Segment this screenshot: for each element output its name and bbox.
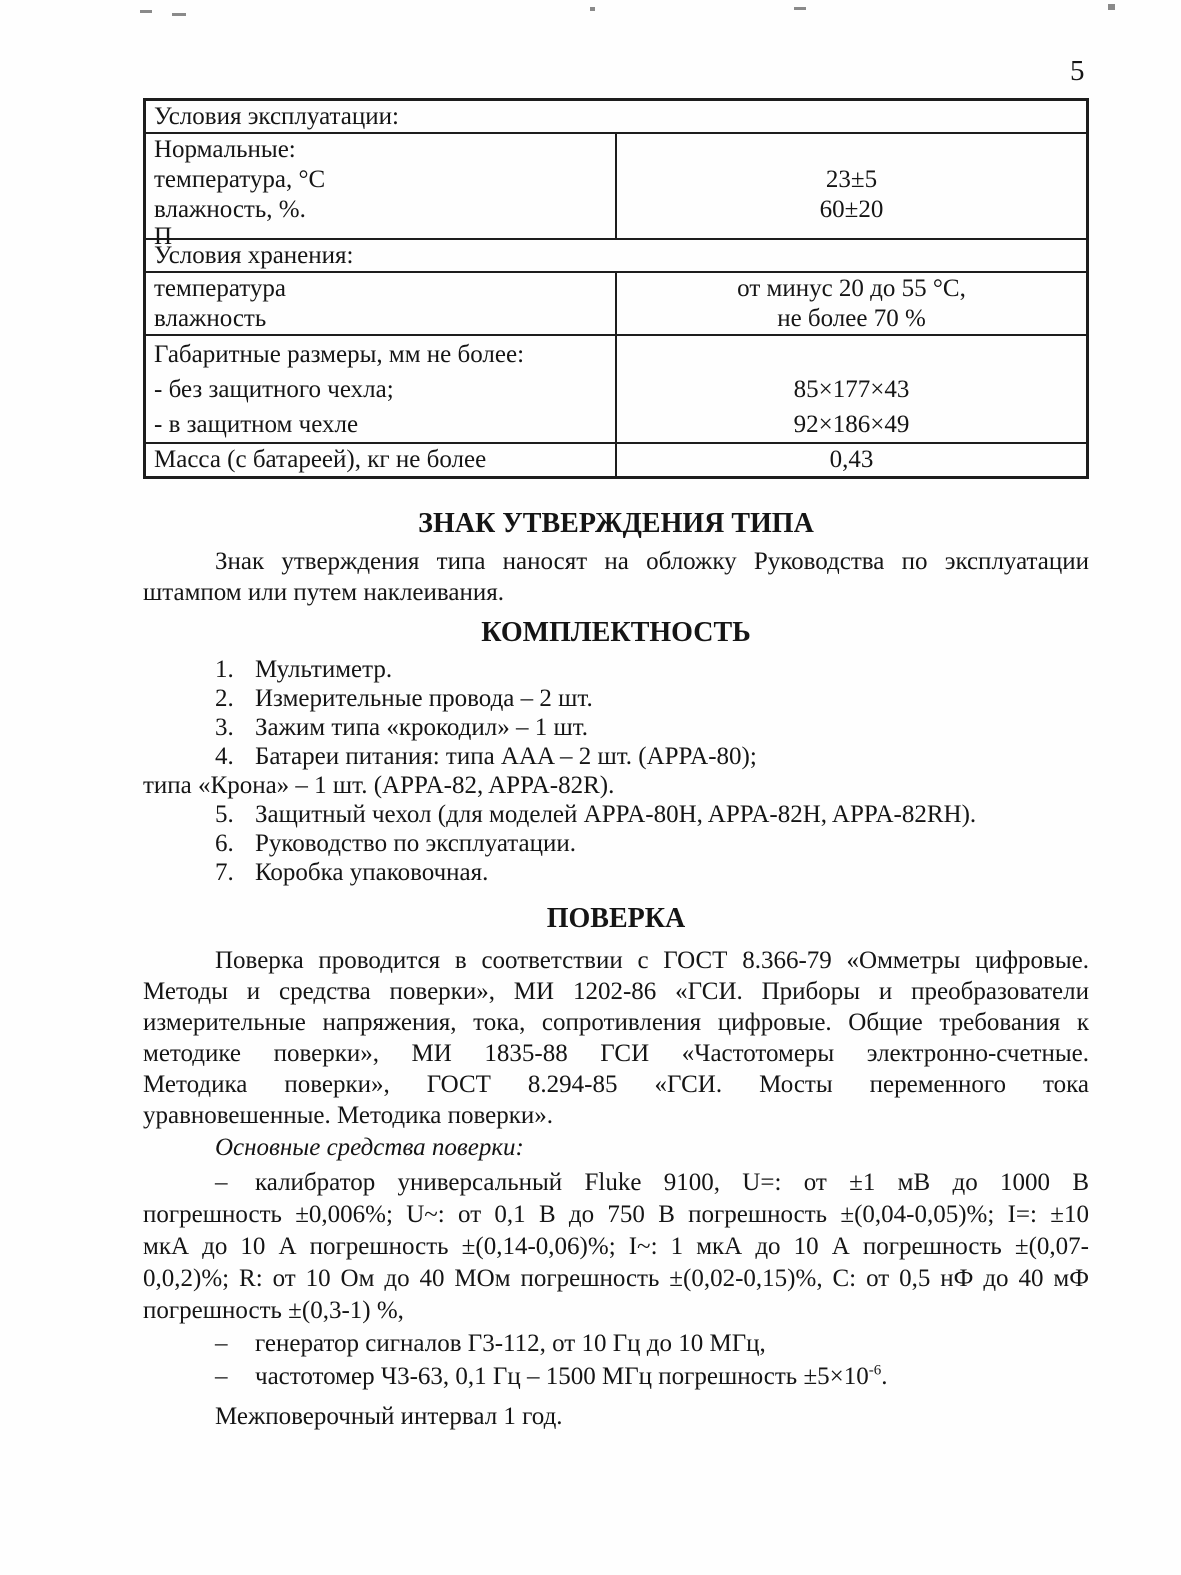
cell-line: влажность, %.: [154, 196, 306, 223]
spacer: [625, 337, 1078, 372]
table-cell-normal-values: [616, 133, 1088, 239]
list-item-number: 4.: [215, 743, 234, 770]
list-item: [143, 742, 1089, 771]
list-item-text: Мультиметр.: [255, 656, 393, 683]
table-cell-normal-label: [145, 133, 617, 250]
means-item-line: 0,0,2)%; R: от 10 Ом до 40 МОм погрешность ±(0,02-0,15)%, C: от 0,5 нФ до 40 мФ: [143, 1265, 1089, 1292]
list-item-text: Защитный чехол (для моделей APPA-80H, APPA-82H, APPA-82RH).: [255, 801, 977, 828]
list-item: [143, 829, 1089, 858]
table-cell-dimensions-values: [616, 335, 1088, 443]
superscript-exponent: -6: [868, 1362, 882, 1379]
section-title-type-approval: ЗНАК УТВЕРЖДЕНИЯ ТИПА: [418, 508, 814, 539]
means-item-line: погрешность ±0,006%; U~: от 0,1 В до 750 В погрешность ±(0,04-0,05)%; I=: ±10: [143, 1201, 1089, 1228]
paragraph-line: методике поверки», МИ 1835-88 ГСИ «Частотомеры электронно-счетные.: [143, 1040, 1089, 1067]
list-item-text: Батареи питания: типа AAA – 2 шт. (APPA-80);: [255, 743, 757, 770]
table-cell-dimensions-label: [145, 335, 617, 443]
page-number: 5: [1070, 55, 1085, 87]
table-row-operating-header: [145, 100, 1088, 134]
paragraph-line: Поверка проводится в соответствии с ГОСТ 8.366-79 «Омметры цифровые.: [215, 947, 1089, 974]
paragraph-line: уравновешенные. Методика поверки».: [143, 1102, 554, 1129]
paragraph-line: Методы и средства поверки», МИ 1202-86 «ГСИ. Приборы и преобразователи: [143, 978, 1089, 1005]
list-item: [143, 655, 1089, 684]
list-item-number: 7.: [215, 859, 234, 886]
cell-line: температура, °С: [154, 166, 326, 193]
means-item-generator: [143, 1327, 1089, 1360]
dash-bullet: –: [215, 1330, 228, 1357]
table-cell-storage-header: Условия хранения:: [145, 239, 1088, 272]
section-title-verification: ПОВЕРКА: [546, 903, 686, 934]
table-cell-storage-values: [616, 272, 1088, 335]
list-item-number: 1.: [215, 656, 234, 683]
means-item-frequency-meter: [143, 1360, 1089, 1393]
table-row-dimensions: [145, 335, 1088, 443]
paragraph-line: штампом или путем наклеивания.: [143, 579, 504, 606]
list-item-number: 6.: [215, 830, 234, 857]
means-item-text-tail: .: [881, 1363, 888, 1390]
list-item: [143, 800, 1089, 829]
table-cell-storage-label: [145, 272, 617, 335]
table-cell-mass-label: Масса (с батареей), кг не более: [145, 443, 617, 478]
table-row-normal-conditions: [145, 133, 1088, 239]
list-item-text: Коробка упаковочная.: [255, 859, 489, 886]
table-row-storage-header: [145, 239, 1088, 272]
list-item-continuation: типа «Крона» – 1 шт. (APPA-82, APPA-82R).: [143, 772, 615, 799]
cell-line: - в защитном чехле: [154, 411, 359, 438]
list-item-number: 5.: [215, 801, 234, 828]
cell-line: не более 70 %: [777, 305, 926, 332]
scan-artifact: [1108, 4, 1115, 10]
list-item-text: Руководство по эксплуатации.: [255, 830, 576, 857]
means-item-text: генератор сигналов Г3-112, от 10 Гц до 10 МГц,: [255, 1330, 766, 1357]
cell-line: 23±5: [825, 166, 878, 193]
cell-line: температура: [154, 275, 286, 302]
means-item-text: частотомер Ч3-63, 0,1 Гц – 1500 МГц погрешность ±5×10: [255, 1363, 869, 1390]
list-item-text: Зажим типа «крокодил» – 1 шт.: [255, 714, 589, 741]
spec-table: [143, 98, 1089, 479]
completeness-list: [143, 655, 1089, 887]
spacer: [625, 135, 1078, 165]
paragraph-line: Знак утверждения типа наносят на обложку Руководства по эксплуатации: [215, 548, 1089, 575]
list-item-text: Измерительные провода – 2 шт.: [255, 685, 593, 712]
means-item-text: калибратор универсальный Fluke 9100, U=: от ±1 мВ до 1000 В: [255, 1169, 1089, 1196]
means-item-calibrator: [143, 1167, 1089, 1327]
list-item-number: 2.: [215, 685, 234, 712]
dash-bullet: –: [215, 1363, 228, 1390]
type-approval-paragraph: [143, 546, 1089, 608]
table-row-storage-conditions: [145, 272, 1088, 335]
cell-line: Габаритные размеры, мм не более:: [154, 341, 525, 368]
paragraph-line: измерительные напряжения, тока, сопротивления цифровые. Общие требования к: [143, 1009, 1089, 1036]
document-body: [143, 0, 1089, 1432]
list-item: [143, 858, 1089, 887]
cell-line: 92×186×49: [793, 411, 910, 438]
means-item-line: [143, 1167, 1089, 1199]
table-cell-mass-value: 0,43: [616, 443, 1088, 478]
cell-line: Нормальные:: [154, 136, 296, 163]
means-item-line: погрешность ±(0,3-1) %,: [143, 1297, 404, 1324]
verification-paragraph: [143, 945, 1089, 1131]
verification-means-list: [143, 1167, 1089, 1393]
verification-interval: Межповерочный интервал 1 год.: [215, 1403, 563, 1430]
dash-bullet: –: [215, 1169, 228, 1196]
paragraph-line: Методика поверки», ГОСТ 8.294-85 «ГСИ. Мосты переменного тока: [143, 1071, 1089, 1098]
list-item: [143, 713, 1089, 742]
section-title-completeness: КОМПЛЕКТНОСТЬ: [481, 617, 751, 648]
cell-line: - без защитного чехла;: [154, 376, 394, 403]
cell-line: 85×177×43: [793, 376, 910, 403]
table-cell-operating-header: Условия эксплуатации:: [145, 100, 1088, 134]
means-item-line: мкА до 10 А погрешность ±(0,14-0,06)%; I~: 1 мкА до 10 А погрешность ±(0,07-: [143, 1233, 1089, 1260]
cell-line: от минус 20 до 55 °С,: [737, 275, 966, 302]
list-item: [143, 684, 1089, 713]
cell-line: 60±20: [819, 196, 884, 223]
cut-off-text-artifact: П: [154, 223, 173, 250]
verification-subheading: Основные средства поверки:: [215, 1134, 524, 1161]
table-row-mass: [145, 443, 1088, 478]
cell-line: влажность: [154, 305, 267, 332]
list-item-number: 3.: [215, 714, 234, 741]
